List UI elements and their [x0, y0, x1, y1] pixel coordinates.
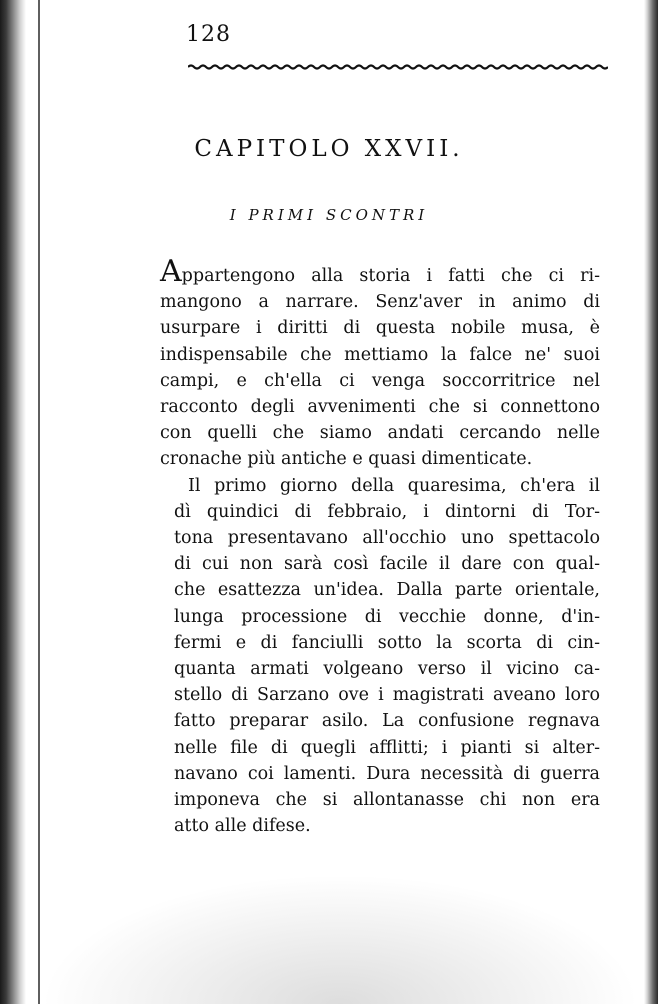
text-line: quanta armati volgeano verso il vicino ca-: [174, 659, 600, 680]
paper-stain: [40, 874, 640, 1004]
text-line: racconto degli avvenimenti che si connettono: [160, 397, 600, 418]
chapter-subtitle: I PRIMI SCONTRI: [229, 206, 429, 224]
text-line: dì quindici di febbraio, i dintorni di Tor-: [174, 501, 600, 522]
page-number: 128: [186, 22, 231, 47]
text-line: con quelli che siamo andati cercando nelle: [160, 423, 600, 444]
text-line: cronache più antiche e quasi dimenticate.: [160, 449, 533, 470]
text-line: stello di Sarzano ove i magistrati aveano loro: [174, 685, 600, 706]
drop-cap: A: [160, 254, 182, 289]
text-line: fatto preparar asilo. La confusione regnava: [174, 711, 600, 732]
text-line: imponeva che si allontanasse chi non era: [174, 790, 600, 811]
text-line: lunga processione di vecchie donne, d'in-: [174, 606, 600, 627]
text-line: nelle file di quegli afflitti; i pianti si alter-: [174, 737, 600, 758]
chapter-text: [160, 254, 600, 839]
text-line: usurpare i diritti di questa nobile musa, è: [160, 318, 600, 339]
paragraph: [160, 254, 600, 473]
text-line: di cui non sarà così facile il dare con qual-: [174, 554, 600, 575]
chapter-title: CAPITOLO XXVII.: [194, 136, 464, 162]
text-line: atto alle difese.: [174, 816, 311, 837]
text-line: mangono a narrare. Senz'aver in animo di: [160, 292, 600, 313]
ornamental-rule: [188, 58, 608, 76]
text-line: campi, e ch'ella ci venga soccorritrice nel: [160, 370, 600, 391]
text-line: tona presentavano all'occhio uno spettacolo: [174, 528, 600, 549]
text-line: indispensabile che mettiamo la falce ne' suoi: [160, 344, 600, 365]
text-line: fermi e di fanciulli sotto la scorta di cin-: [174, 632, 600, 653]
text-line: navano coi lamenti. Dura necessità di guerra: [174, 763, 600, 784]
text-line: Appartengono alla storia i fatti che ci ri-: [160, 254, 600, 289]
paragraph: [160, 473, 600, 840]
text-line: che esattezza un'idea. Dalla parte orientale,: [174, 580, 600, 601]
text-line: Il primo giorno della quaresima, ch'era il: [188, 475, 600, 496]
